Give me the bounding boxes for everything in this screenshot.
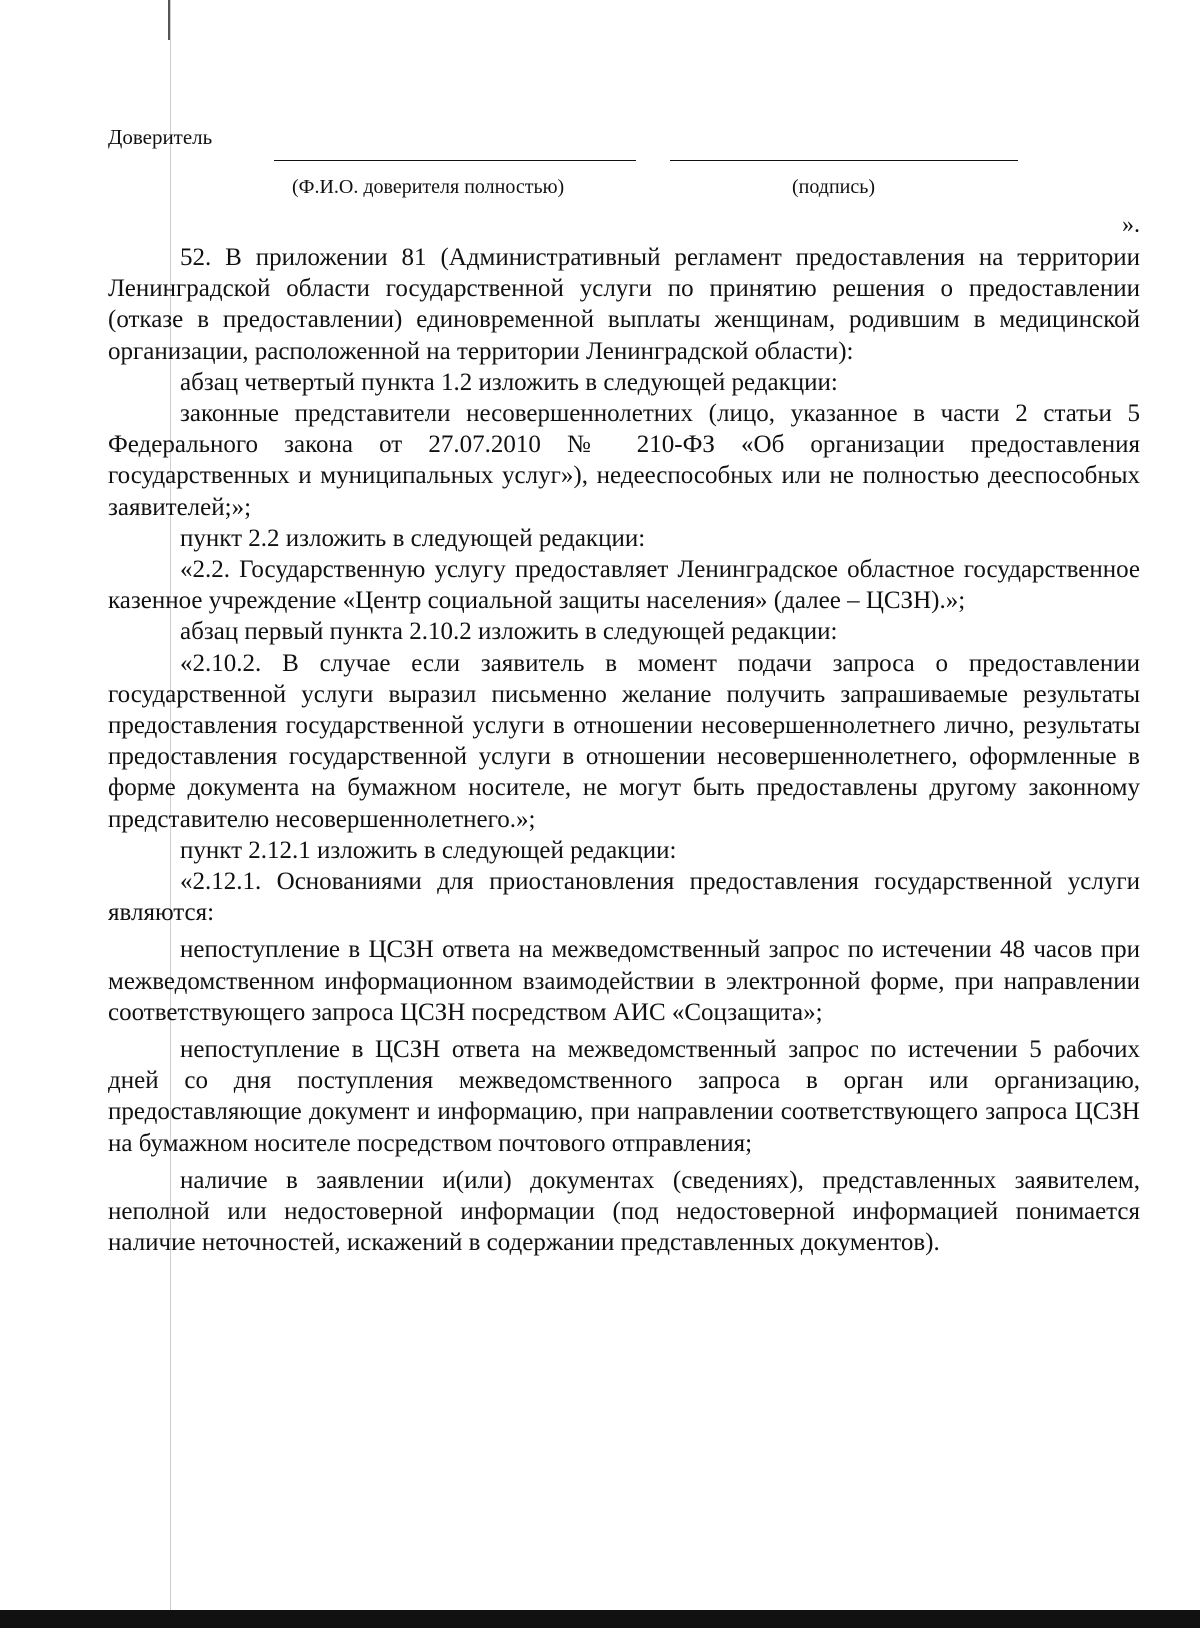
paragraph-clause-2-2-intro: пункт 2.2 изложить в следующей редакции: [180, 524, 646, 552]
paragraph-clause-1-2-intro: абзац четвертый пункта 1.2 изложить в следующей редакции: [180, 368, 838, 396]
document-body [108, 242, 1140, 1259]
fio-caption: (Ф.И.О. доверителя полностью) [292, 176, 565, 198]
paragraph-clause-2-2-text: «2.2. Государственную услугу предоставляет Ленинградское областное государственное казенное учреждение «Центр социальной защиты населения» (далее – ЦСЗН).»; [108, 556, 1140, 615]
signature-caption: (подпись) [792, 176, 876, 198]
principal-label: Доверитель [108, 125, 213, 149]
signature-line [670, 160, 1018, 161]
paragraph-ground-5-days: непоступление в ЦСЗН ответа на межведомственный запрос по истечении 5 рабочих дней со дня поступления межведомственного запроса в орган или организацию, предоставляющие документ и информацию, при направлении соответствующего запроса ЦСЗН на бумажном носителе посредством почтового отправления; [108, 1036, 1140, 1157]
paragraph-clause-2-12-1-intro: пункт 2.12.1 изложить в следующей редакции: [180, 836, 677, 864]
paragraph-clause-2-12-1-text: «2.12.1. Основаниями для приостановления предоставления государственной услуги являются: [108, 868, 1140, 927]
closing-quote: ». [1122, 212, 1140, 238]
paragraph-ground-incomplete-info: наличие в заявлении и(или) документах (сведениях), представленных заявителем, неполной или недостоверной информации (под недостоверной информацией понимается наличие неточностей, искажений в содержании представленных документов). [108, 1166, 1140, 1257]
fio-signature-line [274, 160, 636, 161]
scan-bottom-edge [0, 1610, 1200, 1628]
paragraph-clause-2-10-2-text: «2.10.2. В случае если заявитель в момент подачи запроса о предоставлении государственной услуги выразил письменно желание получить запрашиваемые результаты предоставления государственной услуги в отношении несовершеннолетнего лично, результаты предоставления государственной услуги в отношении несовершеннолетнего, оформленные в форме документа на бумажном носителе, не могут быть предоставлены другому законному представителю несовершеннолетнего.»; [108, 649, 1140, 833]
paragraph-clause-1-2-text: законные представители несовершеннолетних (лицо, указанное в части 2 статьи 5 Федерального закона от 27.07.2010 № 210-ФЗ «Об организации предоставления государственных и муниципальных услуг»), недееспособных или не полностью дееспособных заявителей;»; [108, 400, 1140, 521]
paragraph-52: 52. В приложении 81 (Административный регламент предоставления на территории Ленинградской области государственной услуги по принятию решения о предоставлении (отказе в предоставлении) единовременной выплаты женщинам, родившим в медицинской организации, расположенной на территории Ленинградской области): [108, 244, 1140, 365]
paragraph-ground-48-hours: непоступление в ЦСЗН ответа на межведомственный запрос по истечении 48 часов при межведомственном информационном взаимодействии в электронной форме, при направлении соответствующего запроса ЦСЗН посредством АИС «Соцзащита»; [108, 936, 1140, 1026]
signature-block [0, 0, 1200, 238]
paragraph-clause-2-10-2-intro: абзац первый пункта 2.10.2 изложить в следующей редакции: [180, 618, 838, 646]
